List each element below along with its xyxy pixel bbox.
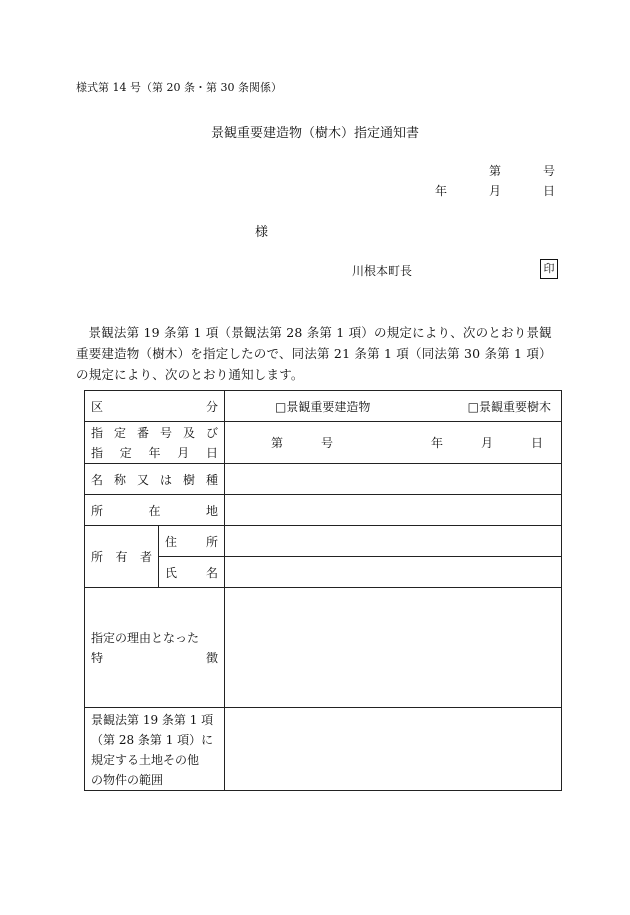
- designation-go: 号: [321, 436, 334, 450]
- row-owner-address: [85, 526, 562, 557]
- notice-table: [84, 390, 562, 791]
- range-label: [85, 708, 225, 791]
- row-reason: [85, 588, 562, 708]
- type-option-tree[interactable]: □景観重要樹木: [467, 399, 551, 414]
- row-range: [85, 708, 562, 791]
- owner-address-value[interactable]: [225, 526, 562, 557]
- range-label-line4: の物件の範囲: [91, 773, 164, 787]
- date-month: 月: [489, 184, 502, 198]
- designation-day: 日: [530, 436, 543, 450]
- row-location: [85, 495, 562, 526]
- location-label: 所在地: [85, 495, 225, 526]
- owner-name-label: 氏名: [159, 557, 225, 588]
- designation-label-line2: 指定年月日: [91, 445, 219, 460]
- owner-name-value[interactable]: [225, 557, 562, 588]
- owner-address-label: 住所: [159, 526, 225, 557]
- owner-label: 所有者: [85, 526, 159, 588]
- name-label: 名称又は樹種: [85, 464, 225, 495]
- issuer-name: 川根本町長: [352, 264, 413, 278]
- designation-month: 月: [480, 436, 493, 450]
- reason-label: [85, 588, 225, 708]
- row-name: [85, 464, 562, 495]
- type-label: 区 分: [85, 391, 225, 422]
- range-label-line3: 規定する土地その他: [91, 753, 200, 767]
- date-year: 年: [435, 184, 448, 198]
- location-value[interactable]: [225, 495, 562, 526]
- addressee-suffix: 様: [255, 225, 269, 240]
- body-text: 景観法第 19 条第 1 項（景観法第 28 条第 1 項）の規定により、次のとおり景観重要建造物（樹木）を指定したので、同法第 21 条第 1 項（同法第 30 条第 1 項）の規定により、次のとおり通知します。: [76, 325, 552, 382]
- designation-value[interactable]: [225, 422, 562, 464]
- type-option-building[interactable]: □景観重要建造物: [275, 399, 371, 414]
- designation-dai: 第: [271, 436, 284, 450]
- form-number: 様式第 14 号（第 20 条・第 30 条関係）: [76, 81, 282, 94]
- type-options: [225, 391, 562, 422]
- name-value[interactable]: [225, 464, 562, 495]
- range-label-line1: 景観法第 19 条第 1 項: [91, 713, 214, 727]
- number-dai: 第: [489, 164, 502, 178]
- date-day: 日: [543, 184, 556, 198]
- seal-mark: 印: [540, 259, 558, 279]
- range-value[interactable]: [225, 708, 562, 791]
- number-go: 号: [543, 164, 556, 178]
- row-type: [85, 391, 562, 422]
- designation-label-line1: 指定番号及び: [91, 425, 219, 440]
- document-title: 景観重要建造物（樹木）指定通知書: [210, 126, 419, 141]
- row-designation: [85, 422, 562, 464]
- designation-label: [85, 422, 225, 464]
- reason-value[interactable]: [225, 588, 562, 708]
- range-label-line2: （第 28 条第 1 項）に: [91, 733, 214, 747]
- reason-label-line2: 特徴: [91, 650, 219, 665]
- reason-label-line1: 指定の理由となった: [91, 630, 200, 645]
- designation-year: 年: [430, 436, 443, 450]
